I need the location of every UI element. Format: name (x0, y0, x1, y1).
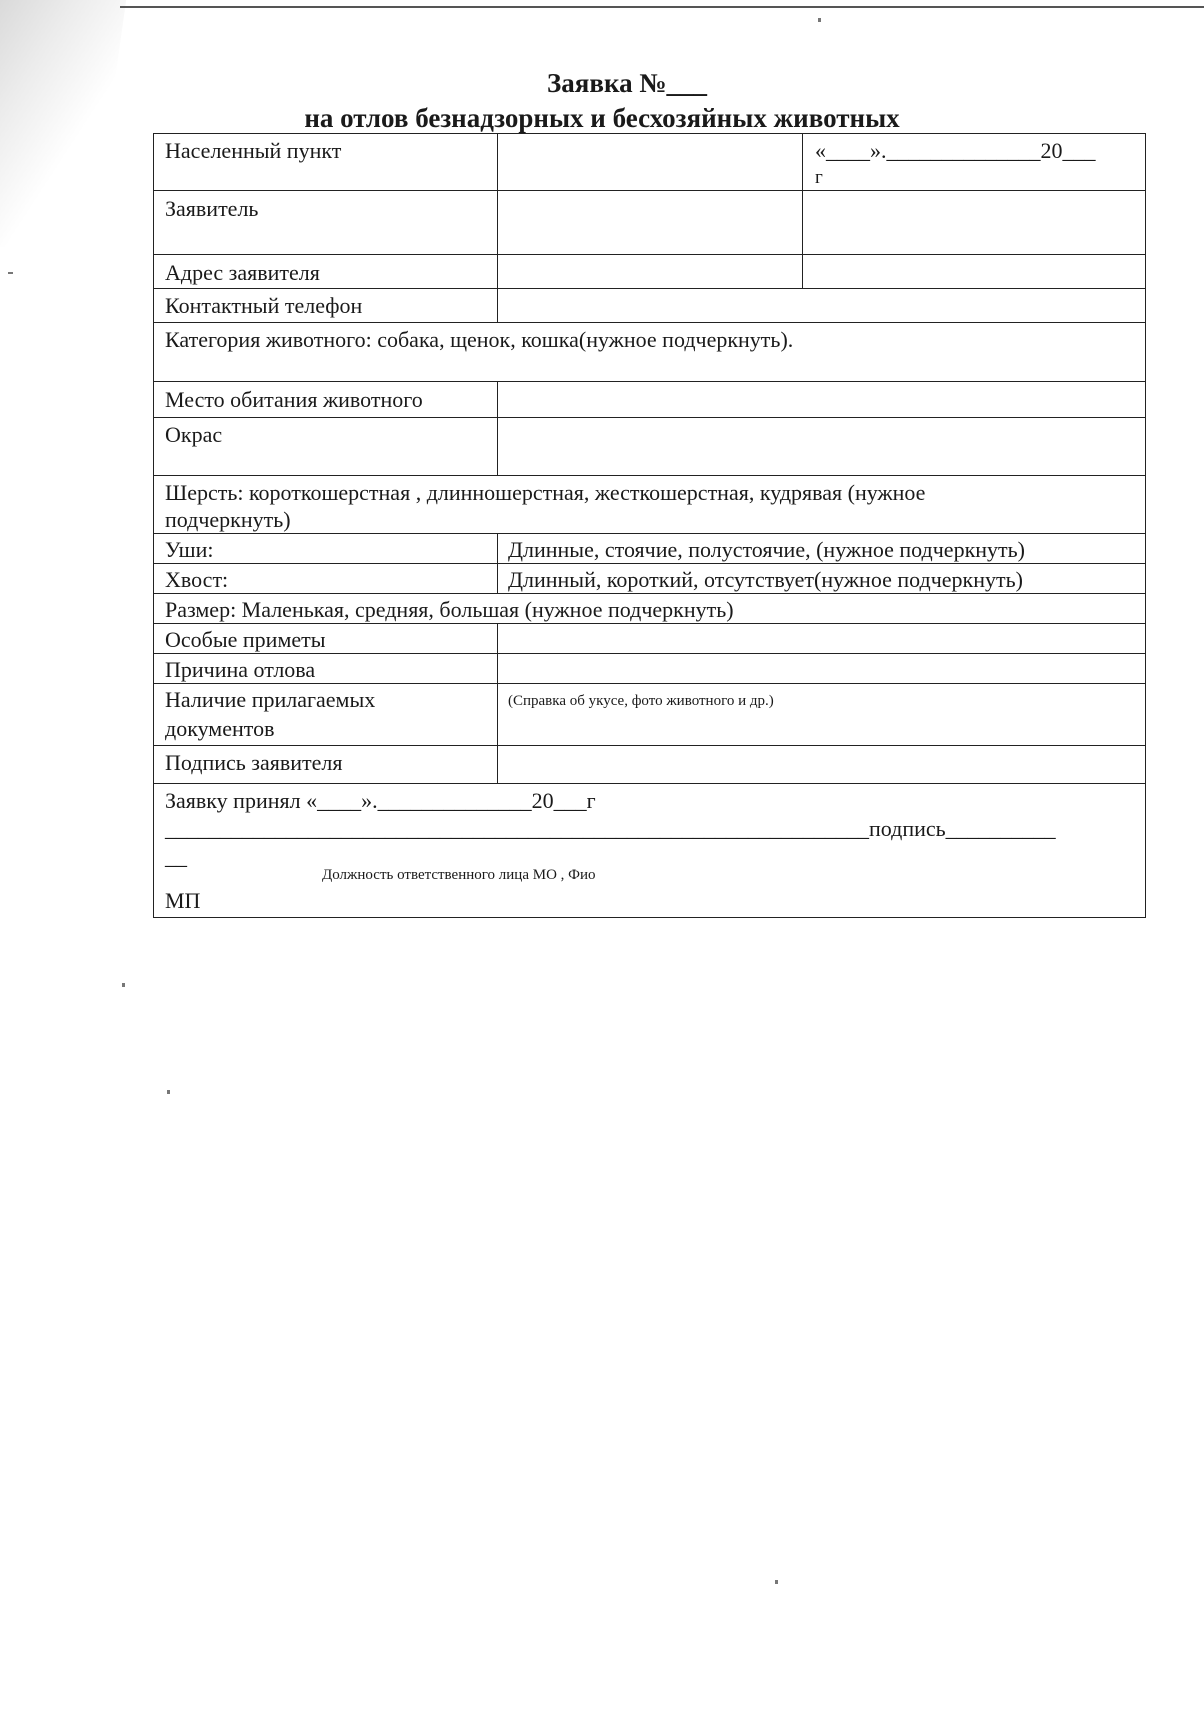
scan-speck (167, 1090, 170, 1094)
capture-reason-label: Причина отлова (165, 657, 316, 682)
applicant-signature-field[interactable] (497, 745, 1145, 783)
documents-label-line2: документов (165, 716, 275, 741)
scan-speck (8, 272, 13, 274)
ears-label: Уши: (165, 537, 214, 562)
accepted-signature-line[interactable]: ________________________________________________________________подпись__________ (165, 816, 1056, 841)
accepted-by-line[interactable]: Заявку принял «____».______________20___г (165, 788, 596, 813)
applicant-label: Заявитель (165, 196, 259, 221)
tail-label: Хвост: (165, 567, 229, 592)
phone-label: Контактный телефон (165, 293, 363, 318)
color-label: Окрас (165, 422, 223, 447)
address-field[interactable] (497, 254, 802, 288)
fur-text-line1: Шерсть: короткошерстная , длинношерстная, жесткошерстная, кудрявая (нужное (165, 480, 926, 505)
settlement-label: Населенный пункт (165, 138, 342, 163)
official-position-caption: Должность ответственного лица МО , Фио (322, 867, 596, 883)
date-field[interactable]: «____».______________20___ (815, 138, 1096, 163)
special-marks-label: Особые приметы (165, 627, 326, 652)
capture-reason-field[interactable] (497, 653, 1145, 683)
phone-field[interactable] (497, 288, 1145, 322)
tail-options: Длинный, короткий, отсутствует(нужное подчеркнуть) (508, 567, 1023, 592)
applicant-field[interactable] (497, 190, 802, 254)
form-title: Заявка №___ (547, 68, 707, 98)
stamp-place-label: МП (165, 888, 201, 913)
documents-note: (Справка об укусе, фото животного и др.) (508, 693, 774, 709)
fur-text-line2: подчеркнуть) (165, 507, 291, 532)
size-text: Размер: Маленькая, средняя, большая (нужное подчеркнуть) (165, 597, 734, 622)
address-label: Адрес заявителя (165, 260, 320, 285)
scan-speck (818, 18, 821, 22)
applicant-signature-label: Подпись заявителя (165, 750, 343, 775)
documents-label-line1: Наличие прилагаемых (165, 687, 376, 712)
special-marks-field[interactable] (497, 623, 1145, 653)
animal-category-text: Категория животного: собака, щенок, кошка(нужное подчеркнуть). (165, 327, 794, 352)
color-field[interactable] (497, 417, 1145, 475)
scan-edge-line (120, 6, 1204, 8)
scan-speck (122, 983, 125, 987)
habitat-label: Место обитания животного (165, 387, 423, 412)
ears-options: Длинные, стоячие, полустоячие, (нужное подчеркнуть) (508, 537, 1026, 562)
form-subtitle: на отлов безнадзорных и бесхозяйных животных (304, 103, 900, 133)
settlement-field[interactable] (497, 134, 802, 190)
application-form-table (153, 133, 1146, 918)
date-year-suffix: г (815, 167, 823, 188)
habitat-field[interactable] (497, 381, 1145, 417)
scan-speck (775, 1580, 778, 1584)
accepted-line-tail: __ (165, 844, 187, 869)
